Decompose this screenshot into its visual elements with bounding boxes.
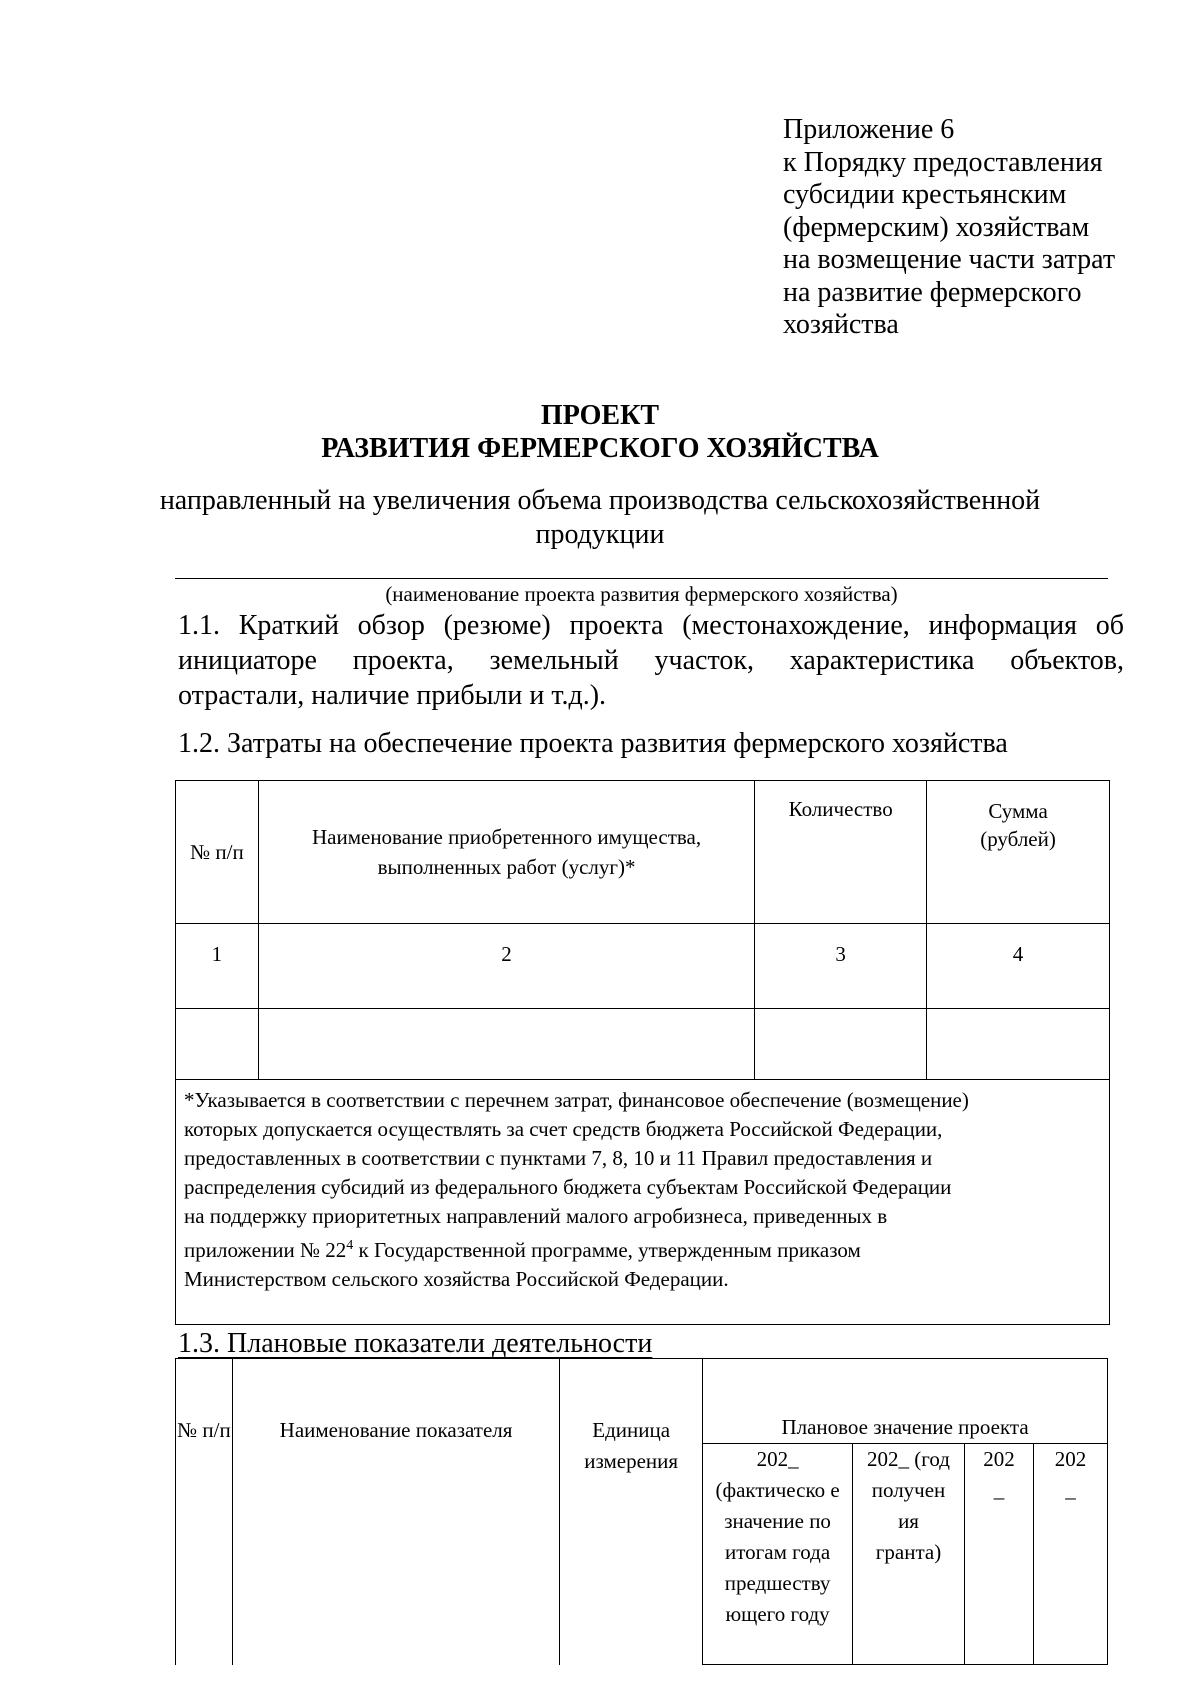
table-cell <box>176 1009 259 1080</box>
year-column: 202_ (фактическо е значение по итогам года предшеству ющего году <box>703 1444 853 1665</box>
section-1-3-heading: 1.3. Плановые показатели деятельности <box>178 1328 653 1359</box>
appendix-header <box>783 114 1183 342</box>
header-cell-name: Наименование приобретенного имущества, выполненных работ (услуг)* <box>258 781 754 924</box>
footnote <box>176 1080 1110 1325</box>
appendix-line: (фермерским) хозяйствам <box>783 211 1090 243</box>
footnote-line: предоставленных в соответствии с пунктами 7, 8, 10 и 11 Правил предоставления и <box>184 1146 933 1170</box>
footnote-text: приложении № 22 <box>184 1238 347 1262</box>
appendix-line: на возмещение части затрат <box>783 244 1116 275</box>
header-cell-number: № п/п <box>176 781 259 924</box>
document-subtitle: направленный на увеличения объема производства сельскохозяйственной продукции <box>159 485 1041 550</box>
footnote-line: распределения субсидий из федерального бюджета субъектам Российской Федерации <box>184 1175 952 1199</box>
table-header-row <box>176 1359 1108 1444</box>
footnote-line: *Указывается в соответствии с перечнем затрат, финансовое обеспечение (возмещение) <box>184 1088 969 1112</box>
header-cell-quantity: Количество <box>755 781 927 924</box>
document-title-line2: РАЗВИТИЯ ФЕРМЕРСКОГО ХОЗЯЙСТВА <box>321 433 879 464</box>
appendix-line: Приложение 6 <box>783 114 955 145</box>
header-cell-sum: Сумма (рублей) <box>927 781 1110 924</box>
section-1-2-heading: 1.2. Затраты на обеспечение проекта развития фермерского хозяйства <box>178 728 1008 759</box>
column-number: 1 <box>176 924 259 1009</box>
section-1-1-line: 1.1. Краткий обзор (резюме) проекта (местонахождение, информация об <box>178 610 1124 641</box>
appendix-line: на развитие фермерского <box>783 276 1082 308</box>
table-cell <box>927 1009 1110 1080</box>
column-number-row <box>176 924 1110 1009</box>
table-header-row <box>176 781 1110 924</box>
section-1-1-line: инициаторе проекта, земельный участок, характеристика объектов, <box>178 645 1124 676</box>
footnote-line: которых допускается осуществлять за счет средств бюджета Российской Федерации, <box>184 1117 943 1141</box>
year-column: 202 _ <box>964 1444 1033 1665</box>
column-number: 4 <box>927 924 1110 1009</box>
project-name-caption: (наименование проекта развития фермерского хозяйства) <box>385 582 898 606</box>
costs-table <box>175 780 1110 1325</box>
indicators-table <box>175 1358 1108 1665</box>
appendix-line: субсидии крестьянским <box>783 179 1067 210</box>
header-cell-unit: Единица измерения <box>560 1359 703 1665</box>
footnote-line: на поддержку приоритетных направлений малого агробизнеса, приведенных в <box>184 1204 888 1228</box>
section-1-1-line: отрастали, наличие прибыли и т.д.). <box>178 680 607 711</box>
table-cell <box>755 1009 927 1080</box>
year-column: 202_ (год получен ия гранта) <box>853 1444 965 1665</box>
header-cell-number: № п/п <box>176 1359 233 1665</box>
table-cell <box>258 1009 754 1080</box>
appendix-line: к Порядку предоставления <box>783 146 1103 178</box>
project-name-line <box>175 578 1108 579</box>
footnote-superscript: 4 <box>346 1238 354 1253</box>
footnote-line: Министерством сельского хозяйства Российской Федерации. <box>184 1267 729 1291</box>
section-1-1 <box>178 608 1124 713</box>
footnote-text: к Государственной программе, утвержденным приказом <box>353 1238 861 1262</box>
footnote-line <box>184 1231 1103 1265</box>
table-row <box>176 1009 1110 1080</box>
year-column: 202 _ <box>1033 1444 1107 1665</box>
header-cell-indicator: Наименование показателя <box>232 1359 559 1665</box>
column-number: 3 <box>755 924 927 1009</box>
header-cell-plan: Плановое значение проекта <box>703 1359 1108 1444</box>
footnote-row <box>176 1080 1110 1325</box>
appendix-line: хозяйства <box>783 309 899 340</box>
column-number: 2 <box>258 924 754 1009</box>
document-title: ПРОЕКТ <box>540 400 660 431</box>
